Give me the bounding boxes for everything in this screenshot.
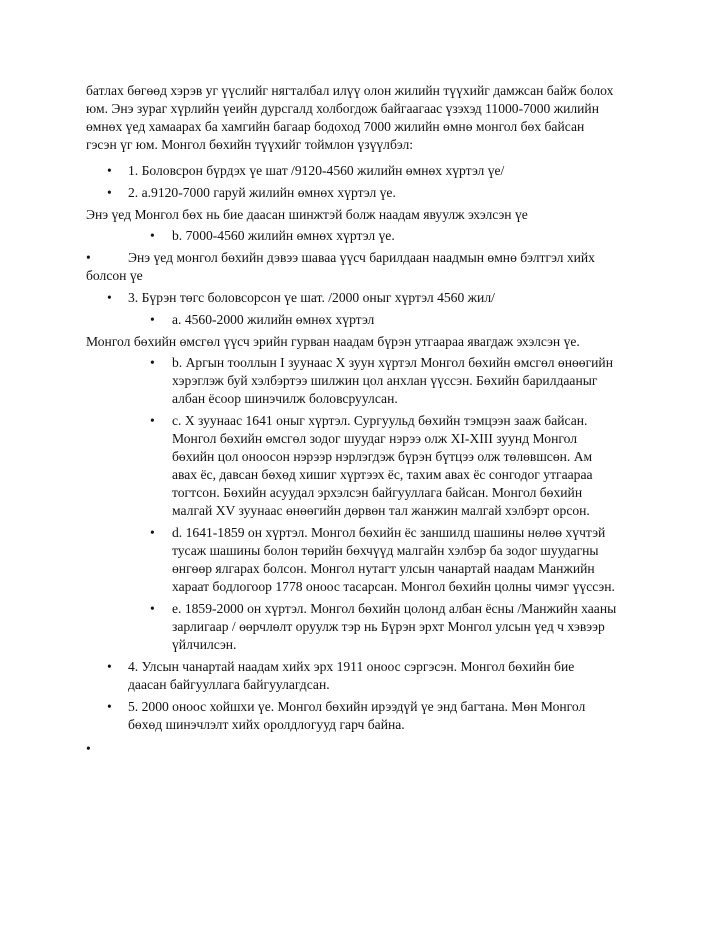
- text-line: юм. Энэ зураг хүрлийн үеийн дурсгалд холбогдож байгаагаас үзэхэд 11000-7000 жилийн: [86, 101, 599, 116]
- list-item-text: 3. Бүрэн төгс боловсорсон үе шат. /2000 оныг хүртэл 4560 жил/: [128, 290, 495, 305]
- text-line: үйлчилсэн.: [172, 637, 237, 652]
- text-line: бөхийн цол оноосон нэрээр нэрлэгдэж бүрэн бүтцээ олж төлөвшсөн. Ам: [172, 449, 593, 464]
- text-line: өнгөөр ялгарах болсон. Монгол нутагт улсын чанартай наадам Манжийн: [172, 561, 595, 576]
- text-line: хэрэглэж буй хэлбэртээ шилжин цол анхлан үүссэн. Бөхийн барилдааныг: [172, 373, 598, 388]
- text-line: гэсэн үг юм. Монгол бөхийн түүхийг тоймлон үзүүлбэл:: [86, 137, 414, 152]
- list-item-text: 1. Боловсрон бүрдэх үе шат /9120-4560 жилийн өмнөх хүртэл үе/: [128, 163, 505, 178]
- text-line: бөхөд шинэчлэлт хийх оролдлогууд гарч байна.: [128, 717, 405, 732]
- bullet: •: [150, 601, 155, 616]
- text-line: d. 1641-1859 он хүртэл. Монгол бөхийн ёс заншилд шашины нөлөө хүчтэй: [172, 525, 606, 540]
- paragraph: Энэ үед Монгол бөх нь бие даасан шинжтэй болж наадам явуулж эхэлсэн үе: [86, 207, 528, 222]
- bullet: •: [86, 741, 91, 756]
- paragraph: Монгол бөхийн өмсгөл үүсч эрийн гурван наадам бүрэн утгаараа явагдаж эхэлсэн үе.: [86, 334, 580, 349]
- text-line: b. Аргын тооллын I зуунаас X зуун хүртэл Монгол бөхийн өмсгөл өнөөгийн: [172, 355, 613, 370]
- bullet: •: [150, 228, 155, 243]
- text-line: тусаж шашины болон төрийн бөхчүүд малгайн хэлбэр ба зодог шуудагны: [172, 543, 599, 558]
- bullet: •: [107, 163, 112, 178]
- text-line: даасан байгууллага байгуулагдсан.: [128, 677, 330, 692]
- text-line: авах ёс, давсан бөхөд хишиг хүртээх ёс, тахим авах ёс сонгодог утгаараа: [172, 467, 593, 482]
- text-line: 5. 2000 оноос хойшхи үе. Монгол бөхийн ирээдүй үе энд багтана. Мөн Монгол: [128, 699, 586, 714]
- bullet: •: [150, 525, 155, 540]
- text-line: өмнөх үед хамаарах ба хамгийн багаар бодоход 7000 жилийн өмнө монгол бөх байсан: [86, 119, 585, 134]
- text-line: зарлигаар / өөрчлөлт оруулж тэр нь Бүрэн эрхт Монгол улсын үед ч хэвээр: [172, 619, 605, 634]
- text-line: болсон үе: [86, 268, 143, 283]
- bullet: •: [150, 312, 155, 327]
- list-item-text: b. 7000-4560 жилийн өмнөх хүртэл үе.: [172, 228, 395, 243]
- text-line: малгай XV зуунаас өнөөгийн дөрвөн тал жанжин малгай хэлбэрт орсон.: [172, 503, 590, 518]
- text-line: Монгол бөхийн өмсгөл зодог шуудаг нэрээ олж XI-XIII зуунд Монгол: [172, 431, 577, 446]
- text-line: хараат бодлогоор 1778 оноос тасарсан. Монгол бөхийн цолны чимэг үүссэн.: [172, 579, 615, 594]
- bullet: •: [150, 355, 155, 370]
- text-line: албан ёсоор шинэчилж боловсруулсан.: [172, 391, 398, 406]
- list-item-text: 2. a.9120-7000 гаруй жилийн өмнөх хүртэл үе.: [128, 185, 396, 200]
- text-line: тогтсон. Бөхийн асуудал эрхэлсэн байгууллага байсан. Монгол бөхийн: [172, 485, 583, 500]
- bullet: •: [150, 413, 155, 428]
- text-line: 4. Улсын чанартай наадам хийх эрх 1911 оноос сэргэсэн. Монгол бөхийн бие: [128, 659, 575, 674]
- bullet: •: [107, 699, 112, 714]
- text-line: e. 1859-2000 он хүртэл. Монгол бөхийн цолонд албан ёсны /Манжийн хааны: [172, 601, 617, 616]
- bullet: •: [107, 290, 112, 305]
- list-item-text: a. 4560-2000 жилийн өмнөх хүртэл: [172, 312, 375, 327]
- text-line: батлах бөгөөд хэрэв уг үүслийг нягталбал илүү олон жилийн түүхийг дамжсан байж болох: [86, 83, 614, 98]
- bullet: •: [86, 250, 91, 265]
- text-line: Энэ үед монгол бөхийн дэвээ шаваа үүсч барилдаан наадмын өмнө бэлтгэл хийх: [128, 250, 595, 265]
- bullet: •: [107, 185, 112, 200]
- text-line: c. X зуунаас 1641 оныг хүртэл. Сургуульд бөхийн тэмцээн зааж байсан.: [172, 413, 588, 428]
- bullet: •: [107, 659, 112, 674]
